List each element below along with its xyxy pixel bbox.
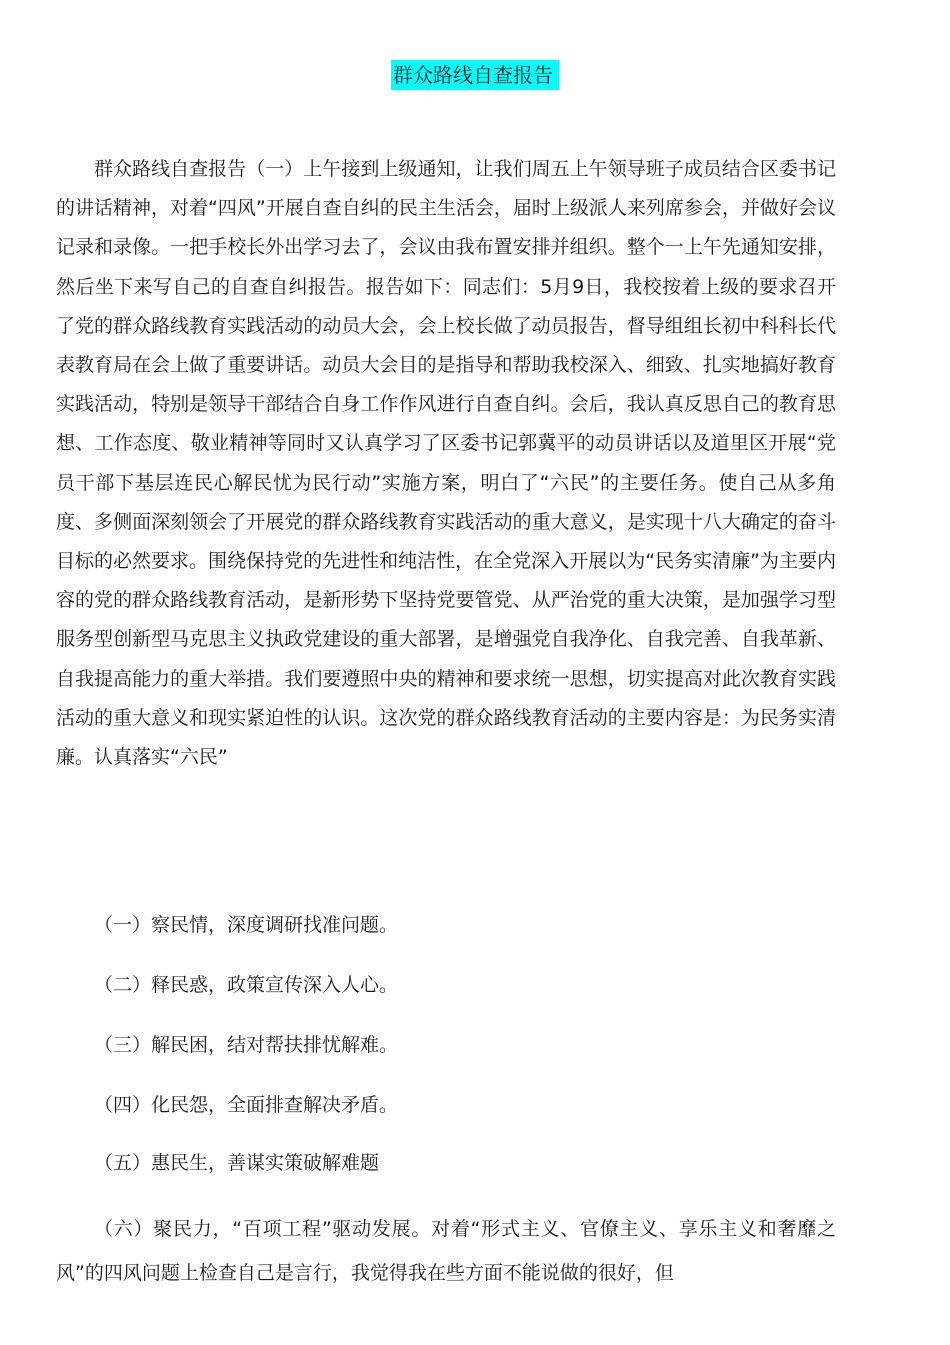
document-title: 群众路线自查报告 (391, 60, 559, 90)
list-item-1: （一）察民情，深度调研找准问题。 (94, 914, 399, 936)
body-paragraph: 群众路线自查报告（一）上午接到上级通知，让我们周五上午领导班子成员结合区委书记的讲话精神，对着“四风”开展自查自纠的民主生活会，届时上级派人来列席参会，并做好会议记录和录像。一把手校长外出学习去了，会议由我布置安排并组织。整个一上午先通知安排，然后坐下来写自己的自查自纠报告。报告如下：同志们：5月9日，我校按着上级的要求召开了党的群众路线教育实践活动的动员大会，会上校长做了动员报告，督导组组长初中科科长代表教育局在会上做了重要讲话。动员大会目的是指导和帮助我校深入、细致、扎实地搞好教育实践活动，特别是领导干部结合自身工作作风进行自查自纠。会后，我认真反思自己的教育思想、工作态度、敬业精神等同时又认真学习了区委书记郭冀平的动员讲话以及道里区开展“党员干部下基层连民心解民忧为民行动”实施方案，明白了“六民”的主要任务。使自己从多角度、多侧面深刻领会了开展党的群众路线教育实践活动的重大意义，是实现十八大确定的奋斗目标的必然要求。围绕保持党的先进性和纯洁性，在全党深入开展以为“民务实清廉”为主要内容的党的群众路线教育活动，是新形势下坚持党要管党、从严治党的重大决策，是加强学习型服务型创新型马克思主义执政党建设的重大部署，是增强党自我净化、自我完善、自我革新、自我提高能力的重大举措。我们要遵照中央的精神和要求统一思想，切实提高对此次教育实践活动的重大意义和现实紧迫性的认识。这次党的群众路线教育活动的主要内容是：为民务实清廉。认真落实“六民” (56, 158, 836, 769)
list-item-5: （五）惠民生，善谋实策破解难题 (94, 1152, 380, 1174)
list-item-4: （四）化民怨，全面排查解决矛盾。 (94, 1094, 399, 1116)
list-item-3: （三）解民困，结对帮扶排忧解难。 (94, 1034, 399, 1056)
title-container (0, 60, 950, 90)
list-item-2: （二）释民惑，政策宣传深入人心。 (94, 974, 399, 996)
final-paragraph: （六）聚民力，“百项工程”驱动发展。对着“形式主义、官僚主义、享乐主义和奢靡之风”的四风问题上检查自己是言行，我觉得我在些方面不能说做的很好，但 (56, 1218, 836, 1284)
